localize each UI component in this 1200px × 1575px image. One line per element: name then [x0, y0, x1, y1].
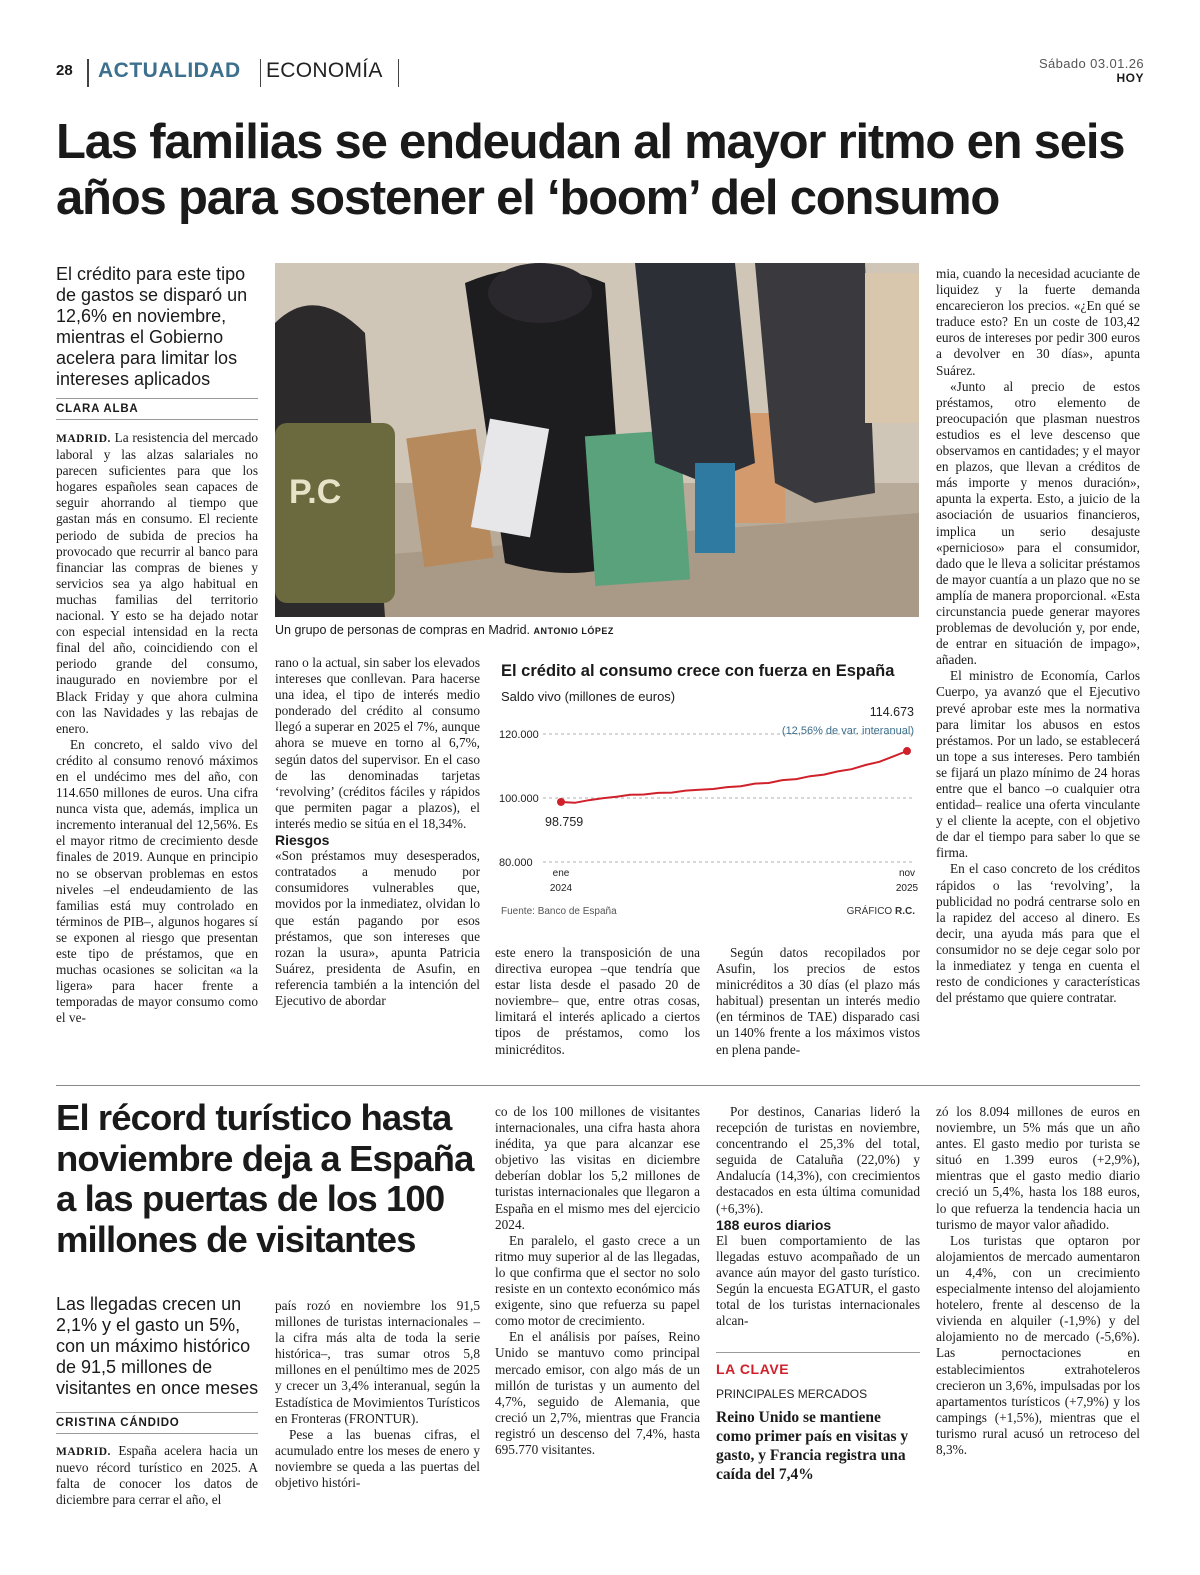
credit-chart — [495, 654, 920, 928]
chart-canvas — [495, 654, 920, 928]
article2-column-2 — [275, 1298, 480, 1491]
end-note-label: (12,56% de var. interanual) — [781, 725, 914, 737]
y-tick-label: 120.000 — [499, 729, 539, 741]
paragraph: Según datos recopilados por Asufin, los precios de estos minicréditos a 30 días (el plazo más habitual) presentan un interés medio (en términos de TAE) disparado casi un 140% frente a los máximos vistos en plena pande- — [716, 945, 920, 1057]
paragraph: mia, cuando la necesidad acuciante de liquidez y la fuerte demanda encarecieron los precios. «¿En qué se traduce esto? En un coste de 103,42 euros de intereses por pedir 300 euros a devolver en 30 días», apunta Suárez. — [936, 266, 1140, 378]
photo-illustration — [275, 263, 919, 617]
article1-column-5 — [936, 266, 1140, 1006]
paragraph: En concreto, el saldo vivo del crédito al consumo renovó máximos en el undécimo mes del año, con 114.650 millones de euros. Una cifra nunca vista que, además, implica un incremento interanual del 12,56%. Es el mayor ritmo de crecimiento desde finales de 2019. Aunque en principio no se observan problemas en estos niveles –el endeudamiento de las familias está muy controlado en términos de PIB–, algunos hogares sí se exponen al riesgo que presentan este tipo de préstamos, que en muchas ocasiones se solicitan «a la ligera» para hacer frente a temporadas de mayor consumo como el ve- — [56, 736, 258, 1026]
end-value-label: 114.673 — [869, 705, 914, 719]
paragraph: Los turistas que optaron por alojamientos de mercado aumentaron un 4,4%, con un crecimiento especialmente intenso del alojamiento hotelero, frente al descenso de la vivienda en alquiler (-1,9%) y del alojamiento no de mercado (-5,6%). Las pernoctaciones en establecimientos extrahoteleros crecieron un 3,6%, impulsadas por los apartamentos turísticos (+7,9%) y los campings (+1,5%), mientras que el turismo rural acusó un retroceso del 8,3%. — [936, 1232, 1140, 1457]
paragraph: zó los 8.094 millones de euros en noviembre, un 5% más que un año antes. El gasto medio por turista se situó en 1.399 euros (+2,9%), mientras que el gasto medio diario creció un 5,4%, hasta los 188 euros, lo que refuerza la tendencia hacia un turismo de mayor valor añadido. — [936, 1104, 1140, 1232]
key-box-text: Reino Unido se mantiene como primer país en visitas y gasto, y Francia registra una caída del 7,4% — [716, 1409, 909, 1483]
article2-column-5 — [936, 1104, 1140, 1458]
issue-date: Sábado 03.01.26 — [1038, 56, 1144, 71]
article2-headline: El récord turístico hasta noviembre deja a España a las puertas de los 100 millones de visitantes — [56, 1097, 474, 1260]
x-start-month: ene — [552, 868, 570, 879]
paragraph: En el caso concreto de los créditos rápidos o las ‘revolving’, la publicidad no podrá centrarse solo en la rapidez del acceso al dinero. Es decir, una ayuda más para que el consumidor no se deje cegar solo por la inmediatez y tenga en cuenta el resto de condiciones y características del préstamo que quiere contratar. — [936, 861, 1140, 1006]
article2-column-3 — [495, 1104, 700, 1458]
paragraph: este enero la transposición de una directiva europea –que tendría que estar lista desde el pasado 20 de noviembre– que, entre otras cosas, limitará el interés aplicado a ciertos tipos de préstamos, como los minicréditos. — [495, 945, 700, 1057]
header-divider — [260, 59, 261, 87]
paragraph: país rozó en noviembre los 91,5 millones de turistas internacionales –la cifra más alta de toda la serie histórica–, tras sumar otros 5,8 millones en el penúltimo mes de 2025 y crecer un 3,4% interanual, según la Estadística de Movimientos Turísticos en Fronteras (FRONTUR). — [275, 1298, 480, 1426]
article1-column-2 — [275, 655, 480, 1009]
svg-text:P.C: P.C — [289, 473, 342, 511]
x-end-month: nov — [898, 868, 916, 879]
dateline: MADRID. — [56, 1446, 111, 1458]
chart-credit: GRÁFICO R.C. — [846, 906, 915, 917]
paragraph: «Junto al precio de estos préstamos, otro elemento de preocupación que plasman nuestros estudios es el leve descenso que observamos en cantidades; y el mayor en plazos, que llevan a créditos de más importe y menos duración», apunta la experta. Esto, a juicio de la asociación de usuarios financieros, implica un serio desajuste «pernicioso» para el consumidor, dado que le lleva a solicitar préstamos de mayor cuantía a un plazo que no se amplía de manera proporcional. «Esta circunstancia puede generar mayores problemas de devolución y, por ende, de entrar en situación de impago», añaden. — [936, 378, 1140, 668]
paragraph: El buen comportamiento de las llegadas estuvo acompañado de un avance aún mayor del gasto turístico. Según la encuesta EGATUR, el gasto total de los turistas internacionales alcan- — [716, 1232, 920, 1329]
header-divider — [87, 59, 89, 87]
newspaper-name: HOY — [1116, 71, 1144, 85]
article1-headline: Las familias se endeudan al mayor ritmo en seis años para sostener el ‘boom’ del consumo — [56, 115, 1125, 225]
paragraph: España acelera hacia un nuevo récord turístico en 2025. A falta de conocer los datos de diciembre para cerrar el año, el — [56, 1443, 258, 1508]
article2-column-4 — [716, 1104, 920, 1329]
x-end-year: 2025 — [895, 883, 919, 894]
caption-text: Un grupo de personas de compras en Madrid. — [275, 623, 531, 637]
article2-byline: CRISTINA CÁNDIDO — [56, 1412, 258, 1434]
page-header — [56, 56, 1144, 92]
photo-credit: ANTONIO LÓPEZ — [533, 626, 614, 636]
chart-subtitle: Saldo vivo (millones de euros) — [501, 689, 676, 704]
key-box — [716, 1352, 920, 1484]
chart-source: Fuente: Banco de España — [501, 906, 617, 917]
paragraph: Pese a las buenas cifras, el acumulado entre los meses de enero y noviembre se queda a las puertas del objetivo históri- — [275, 1426, 480, 1491]
paragraph: Por destinos, Canarias lideró la recepción de turistas en noviembre, concentrando el 25,3% del total, seguida de Cataluña (22,0%) y Andalucía (14,3%), con crecimientos destacados en esta última comunidad (+6,3%). — [716, 1104, 920, 1216]
article1-column-1 — [56, 430, 258, 1026]
shoppers-photo — [275, 263, 919, 617]
subsection-label: ECONOMÍA — [266, 59, 383, 82]
paragraph: En paralelo, el gasto crece a un ritmo muy superior al de las llegadas, lo que confirma que el sector no solo resiste en un contexto económico más exigente, sino que refuerza su papel como motor de crecimiento. — [495, 1232, 700, 1329]
paragraph: co de los 100 millones de visitantes internacionales, una cifra hasta ahora inédita, ya que para alcanzar ese objetivo las visitas en diciembre deberían doblar los 5,2 millones de turistas internacionales que llegaron a España en el mismo mes del ejercicio 2024. — [495, 1104, 700, 1232]
article1-deck: El crédito para este tipo de gastos se disparó un 12,6% en noviembre, mientras el Gobierno acelera para limitar los intereses aplicados — [56, 264, 248, 389]
key-box-kicker: PRINCIPALES MERCADOS — [716, 1387, 868, 1401]
article2-column-1 — [56, 1443, 258, 1508]
header-divider — [398, 59, 399, 87]
key-box-label: LA CLAVE — [716, 1361, 790, 1377]
key-box-rule — [716, 1352, 920, 1353]
section-label: ACTUALIDAD — [98, 59, 241, 82]
subhead: 188 euros diarios — [716, 1216, 832, 1233]
subhead: Riesgos — [275, 832, 330, 849]
y-tick-label: 80.000 — [499, 857, 533, 869]
article-separator — [56, 1085, 1140, 1086]
paragraph: En el análisis por países, Reino Unido se mantuvo como principal mercado emisor, con algo más de un millón de turistas y un aumento del 4,7%, seguido de Alemania, que creció un 2,7%, mientras que Francia registró un descenso del 7,4%, hasta 695.770 visitantes. — [495, 1329, 700, 1457]
end-point — [903, 747, 911, 755]
article1-column-4 — [716, 945, 920, 1058]
start-point — [557, 798, 565, 806]
page-number: 28 — [56, 62, 73, 79]
x-start-year: 2024 — [549, 883, 573, 894]
paragraph: La resistencia del mercado laboral y las alzas salariales no parecen suficientes para que los hogares españoles sean capaces de seguir ahorrando al tiempo que gastan más en consumo. El reciente periodo de subida de precios ha provocado que recurrir al banco para financiar las compras de bienes y servicios sea ya algo habitual en muchas familias del territorio nacional. Y esto se ha dejado notar con especial intensidad en la recta final del año, coincidiendo con el periodo grande del consumo, inaugurado en noviembre por el Black Friday y que ahora culmina con las Navidades y las rebajas de enero. — [56, 430, 258, 736]
paragraph: rano o la actual, sin saber los elevados intereses que conllevan. Para hacerse una idea, el tipo de interés medio ponderado del crédito al consumo llegó a superar en 2025 el 7%, aunque ahora se mueve en torno al 6,7%, según datos del supervisor. En el caso de las denominadas tarjetas ‘revolving’ (créditos fáciles y rápidos que permiten pagar a plazos), el interés medio se sitúa en el 18,34%. — [275, 655, 480, 831]
dateline: MADRID. — [56, 433, 111, 445]
chart-title: El crédito al consumo crece con fuerza en España — [501, 662, 895, 680]
start-value-label: 98.759 — [545, 814, 584, 829]
article1-column-3 — [495, 945, 700, 1058]
photo-caption — [275, 623, 919, 637]
article1-byline: CLARA ALBA — [56, 398, 258, 420]
y-tick-label: 100.000 — [499, 793, 539, 805]
paragraph: El ministro de Economía, Carlos Cuerpo, ya avanzó que el Ejecutivo prevé aprobar este mes la normativa para limitar los abusos en estos préstamos. Por un lado, se establecerá un tope a sus intereses. Pero también se fijará un plazo mínimo de 24 horas entre que el banco –o cualquier otra entidad– realice una oferta vinculante y el cliente la acepte, con el objetivo de dar el tiempo para saber lo que se firma. — [936, 668, 1140, 861]
article2-deck: Las llegadas crecen un 2,1% y el gasto un 5%, con un máximo histórico de 91,5 millones de visitantes en once meses — [56, 1294, 259, 1398]
series-line — [561, 751, 907, 803]
paragraph: «Son préstamos muy desesperados, contratados a menudo por consumidores vulnerables que, movidos por la inmediatez, olvidan lo que están pagando por esos préstamos, que son intereses que rozan la usura», apunta Patricia Suárez, presidenta de Asufin, en referencia también a la intención del Ejecutivo de abordar — [275, 848, 480, 1008]
